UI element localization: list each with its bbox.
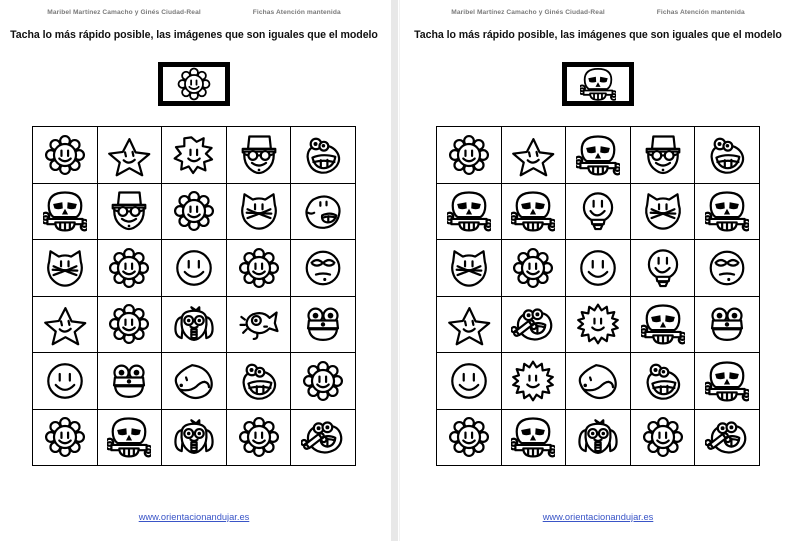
grid-cell[interactable]: [502, 410, 567, 467]
model-area: [0, 62, 388, 106]
dog-face-icon: [576, 415, 620, 459]
skull-icon: [576, 133, 620, 177]
skull-icon: [705, 189, 749, 233]
grid-cell[interactable]: [162, 184, 227, 241]
grid-cell[interactable]: [33, 184, 98, 241]
skull-icon: [511, 189, 555, 233]
grid-cell[interactable]: [291, 184, 356, 241]
grid-cell[interactable]: [437, 184, 502, 241]
grid-cell[interactable]: [291, 353, 356, 410]
blob-face-icon: [172, 133, 216, 177]
website-link[interactable]: www.orientacionandujar.es: [138, 512, 250, 522]
grid-cell[interactable]: [566, 297, 631, 354]
instruction-text: Tacha lo más rápido posible, las imágenes que son iguales que el modelo: [414, 29, 782, 41]
grid-cell[interactable]: [291, 240, 356, 297]
grid-cell[interactable]: [695, 240, 760, 297]
cat-face-icon: [237, 189, 281, 233]
skull-icon: [43, 189, 87, 233]
page-left: [0, 0, 388, 541]
grid-cell[interactable]: [162, 353, 227, 410]
grid-cell[interactable]: [695, 410, 760, 467]
flower-face-icon: [641, 415, 685, 459]
skull-icon: [580, 66, 616, 102]
grid-cell[interactable]: [33, 297, 98, 354]
bigeyes-face-icon: [705, 302, 749, 346]
grid-cell[interactable]: [33, 240, 98, 297]
grid-cell[interactable]: [162, 410, 227, 467]
dogbone-face-icon: [301, 415, 345, 459]
fish-icon: [237, 302, 281, 346]
cat-face-icon: [641, 189, 685, 233]
dogbone-face-icon: [511, 302, 555, 346]
star-face-icon: [511, 133, 555, 177]
model-area: [404, 62, 792, 106]
image-grid: [436, 126, 760, 466]
grid-area: [404, 126, 792, 466]
grid-cell[interactable]: [98, 297, 163, 354]
grid-cell[interactable]: [227, 410, 292, 467]
smiley-icon: [447, 359, 491, 403]
dogbone-face-icon: [705, 415, 749, 459]
flower-face-icon: [301, 359, 345, 403]
bulb-face-icon: [641, 246, 685, 290]
smiley-icon: [172, 246, 216, 290]
website-link[interactable]: www.orientacionandujar.es: [542, 512, 654, 522]
grid-cell[interactable]: [566, 410, 631, 467]
flower-face-icon: [237, 415, 281, 459]
grid-cell[interactable]: [631, 353, 696, 410]
grid-cell[interactable]: [162, 240, 227, 297]
flower-face-icon: [237, 246, 281, 290]
grid-cell[interactable]: [162, 127, 227, 184]
grid-cell[interactable]: [437, 410, 502, 467]
cat-face-icon: [447, 246, 491, 290]
instruction-text: Tacha lo más rápido posible, las imágenes que son iguales que el modelo: [10, 29, 378, 41]
grid-cell[interactable]: [98, 127, 163, 184]
bigeyes-face-icon: [301, 302, 345, 346]
grid-cell[interactable]: [98, 410, 163, 467]
header-series: Fichas Atención mantenida: [656, 9, 745, 16]
eyestalk-face-icon: [237, 359, 281, 403]
sun-face-icon: [576, 302, 620, 346]
grid-cell[interactable]: [566, 127, 631, 184]
grid-cell[interactable]: [502, 127, 567, 184]
grid-area: [0, 126, 388, 466]
grid-cell[interactable]: [566, 184, 631, 241]
grid-cell[interactable]: [437, 353, 502, 410]
page-divider: [388, 0, 404, 541]
star-face-icon: [107, 133, 151, 177]
sad-face-icon: [301, 246, 345, 290]
tophat-face-icon: [107, 189, 151, 233]
flower-face-icon: [43, 133, 87, 177]
grid-cell[interactable]: [437, 240, 502, 297]
page-header: [404, 9, 792, 16]
grid-cell[interactable]: [291, 410, 356, 467]
skull-icon: [107, 415, 151, 459]
grid-cell[interactable]: [33, 127, 98, 184]
page-footer: [404, 507, 792, 525]
grid-cell[interactable]: [227, 184, 292, 241]
grid-cell[interactable]: [227, 240, 292, 297]
cat-face-icon: [43, 246, 87, 290]
eyestalk-face-icon: [705, 133, 749, 177]
model-box: [562, 62, 634, 106]
image-grid: [32, 126, 356, 466]
grid-cell[interactable]: [695, 184, 760, 241]
grid-cell[interactable]: [695, 127, 760, 184]
eyestalk-face-icon: [641, 359, 685, 403]
page-header: [0, 9, 388, 16]
skull-icon: [641, 302, 685, 346]
grid-cell[interactable]: [291, 297, 356, 354]
grid-cell[interactable]: [162, 297, 227, 354]
grid-cell[interactable]: [631, 184, 696, 241]
eyestalk-face-icon: [301, 133, 345, 177]
snout-blob-icon: [301, 189, 345, 233]
grid-cell[interactable]: [98, 240, 163, 297]
grid-cell[interactable]: [227, 127, 292, 184]
star-face-icon: [447, 302, 491, 346]
smiley-icon: [576, 246, 620, 290]
grid-cell[interactable]: [502, 184, 567, 241]
grid-cell[interactable]: [631, 240, 696, 297]
grid-cell[interactable]: [227, 353, 292, 410]
grid-cell[interactable]: [437, 127, 502, 184]
tophat-face-icon: [237, 133, 281, 177]
grid-cell[interactable]: [631, 127, 696, 184]
dog-face-icon: [172, 302, 216, 346]
skull-icon: [705, 359, 749, 403]
bigeyes-face-icon: [107, 359, 151, 403]
sad-face-icon: [705, 246, 749, 290]
grid-cell[interactable]: [502, 353, 567, 410]
dogsnout-icon: [576, 359, 620, 403]
grid-cell[interactable]: [227, 297, 292, 354]
grid-cell[interactable]: [695, 297, 760, 354]
flower-face-icon: [43, 415, 87, 459]
model-box: [158, 62, 230, 106]
grid-cell[interactable]: [33, 353, 98, 410]
grid-cell[interactable]: [98, 184, 163, 241]
tophat-face-icon: [641, 133, 685, 177]
flower-face-icon: [447, 415, 491, 459]
grid-cell[interactable]: [502, 297, 567, 354]
flower-face-icon: [176, 66, 212, 102]
smiley-icon: [43, 359, 87, 403]
star-face-icon: [43, 302, 87, 346]
header-series: Fichas Atención mantenida: [252, 9, 341, 16]
skull-icon: [511, 415, 555, 459]
dog-face-icon: [172, 415, 216, 459]
page-right: [404, 0, 792, 541]
grid-cell[interactable]: [98, 353, 163, 410]
sun-face-icon: [511, 359, 555, 403]
flower-face-icon: [447, 133, 491, 177]
header-authors: Maribel Martínez Camacho y Ginés Ciudad-Real: [451, 9, 605, 16]
header-authors: Maribel Martínez Camacho y Ginés Ciudad-Real: [47, 9, 201, 16]
grid-cell[interactable]: [291, 127, 356, 184]
flower-face-icon: [511, 246, 555, 290]
flower-face-icon: [107, 302, 151, 346]
skull-icon: [447, 189, 491, 233]
bulb-face-icon: [576, 189, 620, 233]
grid-cell[interactable]: [631, 297, 696, 354]
grid-cell[interactable]: [33, 410, 98, 467]
grid-cell[interactable]: [502, 240, 567, 297]
grid-cell[interactable]: [695, 353, 760, 410]
flower-face-icon: [107, 246, 151, 290]
page-footer: [0, 507, 388, 525]
grid-cell[interactable]: [566, 353, 631, 410]
grid-cell[interactable]: [566, 240, 631, 297]
dogsnout-icon: [172, 359, 216, 403]
flower-face-icon: [172, 189, 216, 233]
grid-cell[interactable]: [437, 297, 502, 354]
grid-cell[interactable]: [631, 410, 696, 467]
